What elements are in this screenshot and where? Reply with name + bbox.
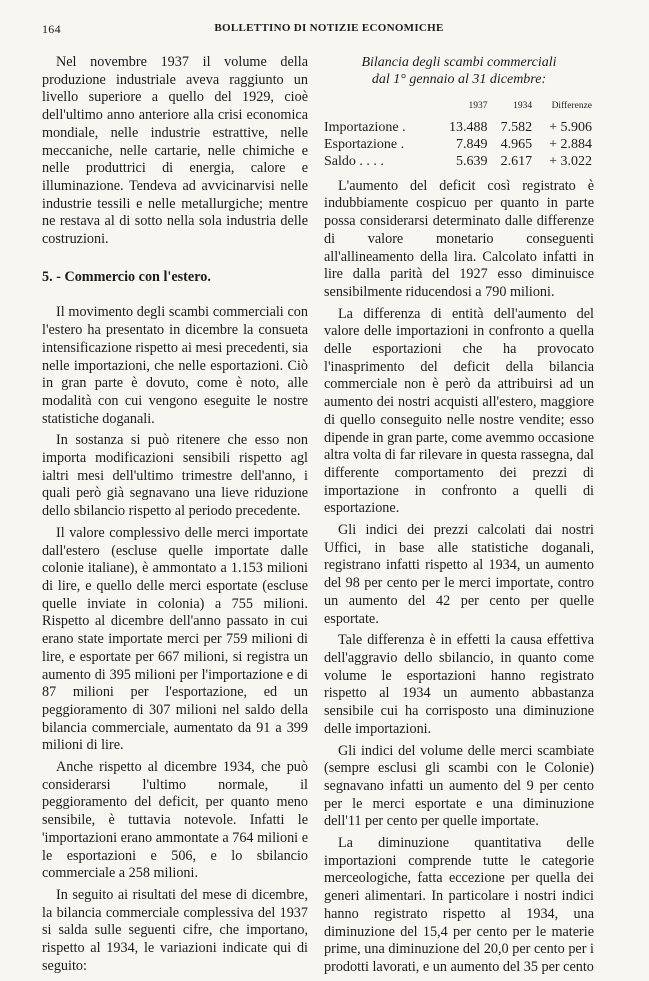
trade-balance-table	[324, 98, 594, 170]
paragraph: Gli indici del volume delle merci scambiate (sempre esclusi gli scambi con le Colonie) segnavano infatti un aumento del 9 per cento per le merci esportate e una diminuzione dell'11 per cento per quelle importate.	[324, 742, 594, 830]
cell-1937: 7.849	[455, 136, 488, 152]
table-header-row	[324, 98, 594, 119]
header-spacer	[324, 98, 435, 119]
paragraph: L'aumento del deficit così registrato è indubbiamente cospicuo per quanto in parte possa considerarsi determinato dalle differenze di valore monetario conseguenti all'allineamento della lira. Calcolato infatti in lire dalla parità del 1927 esso diminuisce sensibilmente riducendosi a 790 milioni.	[324, 177, 594, 300]
cell-1934: 4.965	[500, 136, 533, 152]
cell-1937: 13.488	[448, 119, 488, 135]
cell-1934: 2.617	[500, 153, 533, 169]
paragraph: La differenza di entità dell'aumento del valore delle importazioni in confronto a quella delle esportazioni che ha provocato l'inasprimento del deficit della bilancia commerciale non è però da attribuirsi ad un aumento dei nostri acquisti all'estero, maggiore di quello conseguito nelle nostre vendite; esso dipende in gran parte, come avemmo occasione altra volta di far rilevare in questa rassegna, dal differente comportamento dei prezzi di importazione in confronto a quelli di esportazione.	[324, 305, 594, 517]
paragraph: Tale differenza è in effetti la causa effettiva dell'aggravio dello sbilancio, in quanto come volume le esportazioni hanno registrato rispetto al 1934 un aumento abbastanza sensibile cui ha corrisposto una diminuzione delle importazioni.	[324, 632, 594, 737]
row-label: Importazione .	[324, 119, 406, 135]
cell-1937: 5.639	[455, 153, 488, 169]
page-number: 164	[42, 22, 61, 36]
table-title-line: Bilancia degli scambi commerciali	[361, 55, 557, 70]
paragraph: La diminuzione quantitativa delle importazioni comprende tutte le categorie merceologiche, fatta eccezione per quella dei generi alimentari. In particolare i nostri indici hanno registrato rispetto al 1934, una diminuzione del 15,4 per cento per le materie prime, una diminuzione del 20,0 per cento per i prodotti lavorati, e un aumento del 35 per cento	[324, 835, 594, 975]
paragraph: In seguito ai risultati del mese di dicembre, la bilancia commerciale complessiva del 1937 si salda sulle seguenti cifre, che importano, rispetto al 1934, le variazioni indicate qui di seguito:	[42, 886, 308, 974]
section-title: - Commercio con l'estero.	[56, 268, 211, 285]
row-label: Esportazione .	[324, 136, 405, 152]
paragraph: Il movimento degli scambi commerciali con l'estero ha presentato in dicembre la consueta intensificazione rispetto ai mesi precedenti, sia nelle importazioni, che nelle esportazioni. Ciò in gran parte è dovuto, come è noto, alle modalità con cui vengono eseguite le nostre statistiche doganali.	[42, 304, 308, 427]
cell-diff: + 5.906	[549, 119, 592, 135]
table-row	[324, 136, 594, 153]
section-heading	[42, 269, 308, 287]
row-label: Saldo . . . .	[324, 153, 384, 169]
paragraph: Il valore complessivo delle merci importate dall'estero (escluse quelle importate dalle colonie italiane), è ammontato a 1.153 milioni di lire, e quello delle merci esportate (escluse quelle inviate in colonia) a 755 milioni. Rispetto al dicembre dell'anno passato in cui erano state importate merci per 759 milioni di lire, e esportate per 667 milioni, si registra un aumento di 395 milioni per l'importazione e di 87 milioni per l'esportazione, ed un peggioramento di 307 milioni nel saldo della bilancia commerciale, aumentato da 91 a 399 milioni di lire.	[42, 524, 308, 754]
table-row	[324, 119, 594, 136]
left-column	[42, 54, 308, 979]
paragraph: Nel novembre 1937 il volume della produzione industriale aveva raggiunto un livello superiore a quello del 1929, cioè dell'ultimo anno anteriore alla crisi economica mondiale, nelle industrie estrattive, nelle meccaniche, nelle cartarie, nelle chimiche e nelle produttrici di energia, calore e illuminazione. Tendeva ad avvicinarvisi nelle industrie tessili e nelle metallurgiche; mentre ne restava al di sotto nella sola industria delle costruzioni.	[42, 54, 308, 248]
paragraph: Anche rispetto al dicembre 1934, che può considerarsi l'ultimo normale, il peggioramento del deficit, per quanto meno sensibile, è tuttavia notevole. Infatti le 'importazioni erano ammontate a 764 milioni e le esportazioni e 506, e lo sbilancio commerciale a 258 milioni.	[42, 759, 308, 882]
cell-diff: + 2.884	[549, 136, 592, 152]
paragraph: In sostanza si può ritenere che esso non importa modificazioni sensibili rispetto agl ialtri mesi dell'ultimo trimestre dell'anno, i quali però già segnavano una lieve riduzione dello sbilancio rispetto al periodo precedente.	[42, 432, 308, 520]
page-header	[42, 22, 616, 40]
cell-1934: 7.582	[500, 119, 533, 135]
table-title	[324, 54, 594, 88]
table-title-line: dal 1° gennaio al 31 dicembre:	[371, 72, 547, 87]
table-row	[324, 153, 594, 170]
right-column	[324, 54, 594, 981]
header-differenze: Differenze	[551, 101, 592, 111]
header-1934: 1934	[513, 101, 533, 111]
running-title: BOLLETTINO DI NOTIZIE ECONOMICHE	[214, 22, 444, 34]
cell-diff: + 3.022	[549, 153, 592, 169]
paragraph: Gli indici dei prezzi calcolati dai nostri Uffici, in base alle statistiche doganali, registrano infatti rispetto al 1934, un aumento del 98 per cento per le merci importate, contro un aumento del 42 per cento per quelle esportate.	[324, 522, 594, 627]
header-1937: 1937	[468, 101, 488, 111]
section-number: 5.	[42, 268, 53, 285]
